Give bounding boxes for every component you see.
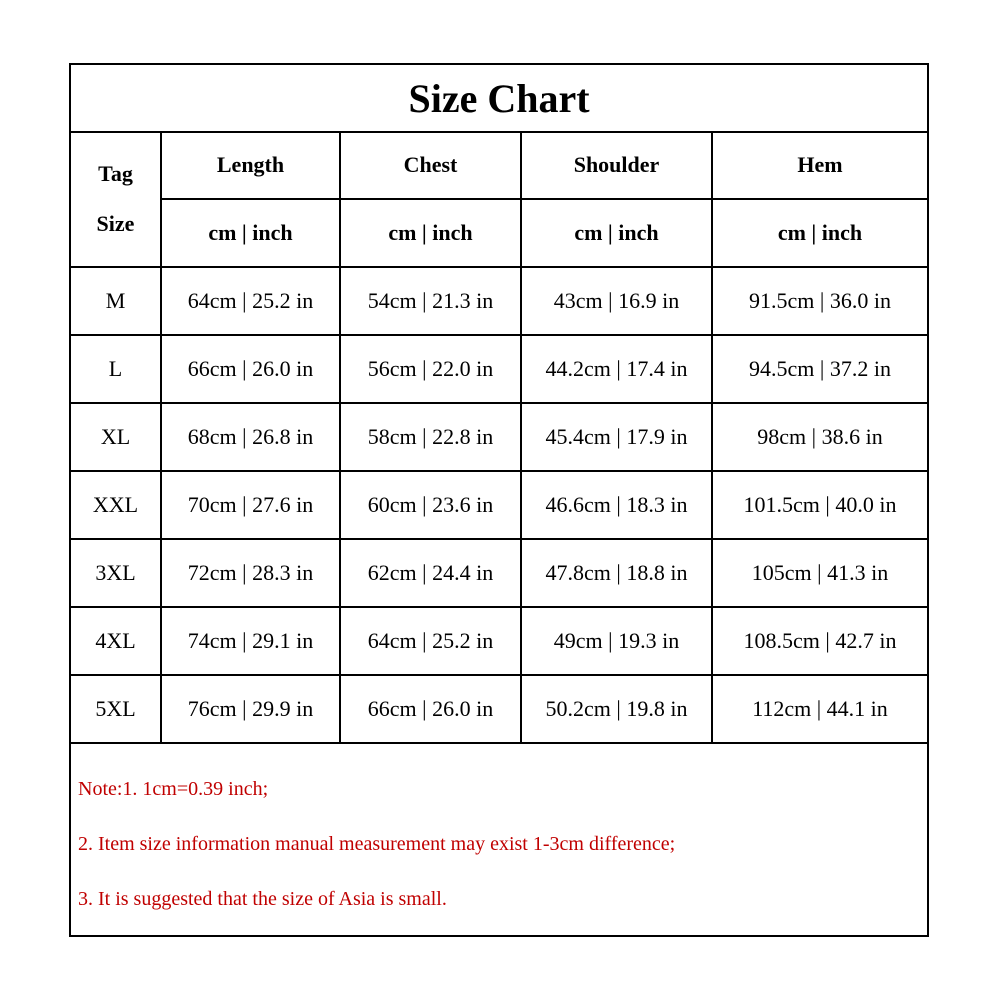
hem-cell: 98cm | 38.6 in <box>712 403 927 471</box>
note-3: 3. It is suggested that the size of Asia is small. <box>78 888 447 910</box>
column-header-length: Length <box>161 132 340 199</box>
length-cell: 76cm | 29.9 in <box>161 675 340 743</box>
table-row <box>71 403 927 471</box>
chest-cell: 54cm | 21.3 in <box>340 267 521 335</box>
chest-cell: 58cm | 22.8 in <box>340 403 521 471</box>
unit-header-chest: cm | inch <box>340 199 521 267</box>
column-header-chest: Chest <box>340 132 521 199</box>
hem-cell: 94.5cm | 37.2 in <box>712 335 927 403</box>
table-row <box>71 607 927 675</box>
hem-cell: 112cm | 44.1 in <box>712 675 927 743</box>
table-row <box>71 335 927 403</box>
shoulder-cell: 50.2cm | 19.8 in <box>521 675 712 743</box>
length-cell: 66cm | 26.0 in <box>161 335 340 403</box>
note-2: 2. Item size information manual measurement may exist 1-3cm difference; <box>78 833 676 855</box>
tag-size-header-line1: Tag <box>98 161 133 186</box>
length-cell: 64cm | 25.2 in <box>161 267 340 335</box>
hem-cell: 91.5cm | 36.0 in <box>712 267 927 335</box>
shoulder-cell: 43cm | 16.9 in <box>521 267 712 335</box>
shoulder-cell: 45.4cm | 17.9 in <box>521 403 712 471</box>
chest-cell: 60cm | 23.6 in <box>340 471 521 539</box>
size-table <box>71 132 927 744</box>
unit-header-shoulder: cm | inch <box>521 199 712 267</box>
hem-cell: 108.5cm | 42.7 in <box>712 607 927 675</box>
tag-size-cell: XXL <box>71 471 161 539</box>
tag-size-cell: M <box>71 267 161 335</box>
chest-cell: 62cm | 24.4 in <box>340 539 521 607</box>
size-chart <box>69 63 929 937</box>
unit-header-length: cm | inch <box>161 199 340 267</box>
shoulder-cell: 49cm | 19.3 in <box>521 607 712 675</box>
chest-cell: 66cm | 26.0 in <box>340 675 521 743</box>
tag-size-header-line2: Size <box>96 211 135 236</box>
notes <box>71 750 927 937</box>
length-cell: 70cm | 27.6 in <box>161 471 340 539</box>
chest-cell: 64cm | 25.2 in <box>340 607 521 675</box>
hem-cell: 101.5cm | 40.0 in <box>712 471 927 539</box>
chart-title: Size Chart <box>71 65 927 133</box>
hem-cell: 105cm | 41.3 in <box>712 539 927 607</box>
header-row-measurements <box>71 132 927 199</box>
tag-size-cell: 5XL <box>71 675 161 743</box>
tag-size-cell: L <box>71 335 161 403</box>
column-header-shoulder: Shoulder <box>521 132 712 199</box>
tag-size-cell: 3XL <box>71 539 161 607</box>
shoulder-cell: 47.8cm | 18.8 in <box>521 539 712 607</box>
chest-cell: 56cm | 22.0 in <box>340 335 521 403</box>
length-cell: 72cm | 28.3 in <box>161 539 340 607</box>
tag-size-header <box>71 132 161 267</box>
length-cell: 74cm | 29.1 in <box>161 607 340 675</box>
table-row <box>71 675 927 743</box>
tag-size-cell: XL <box>71 403 161 471</box>
table-row <box>71 267 927 335</box>
header-row-units <box>71 199 927 267</box>
tag-size-cell: 4XL <box>71 607 161 675</box>
size-rows <box>71 267 927 743</box>
length-cell: 68cm | 26.8 in <box>161 403 340 471</box>
table-row <box>71 539 927 607</box>
note-1: Note:1. 1cm=0.39 inch; <box>78 778 269 800</box>
unit-header-hem: cm | inch <box>712 199 927 267</box>
shoulder-cell: 46.6cm | 18.3 in <box>521 471 712 539</box>
table-row <box>71 471 927 539</box>
column-header-hem: Hem <box>712 132 927 199</box>
shoulder-cell: 44.2cm | 17.4 in <box>521 335 712 403</box>
